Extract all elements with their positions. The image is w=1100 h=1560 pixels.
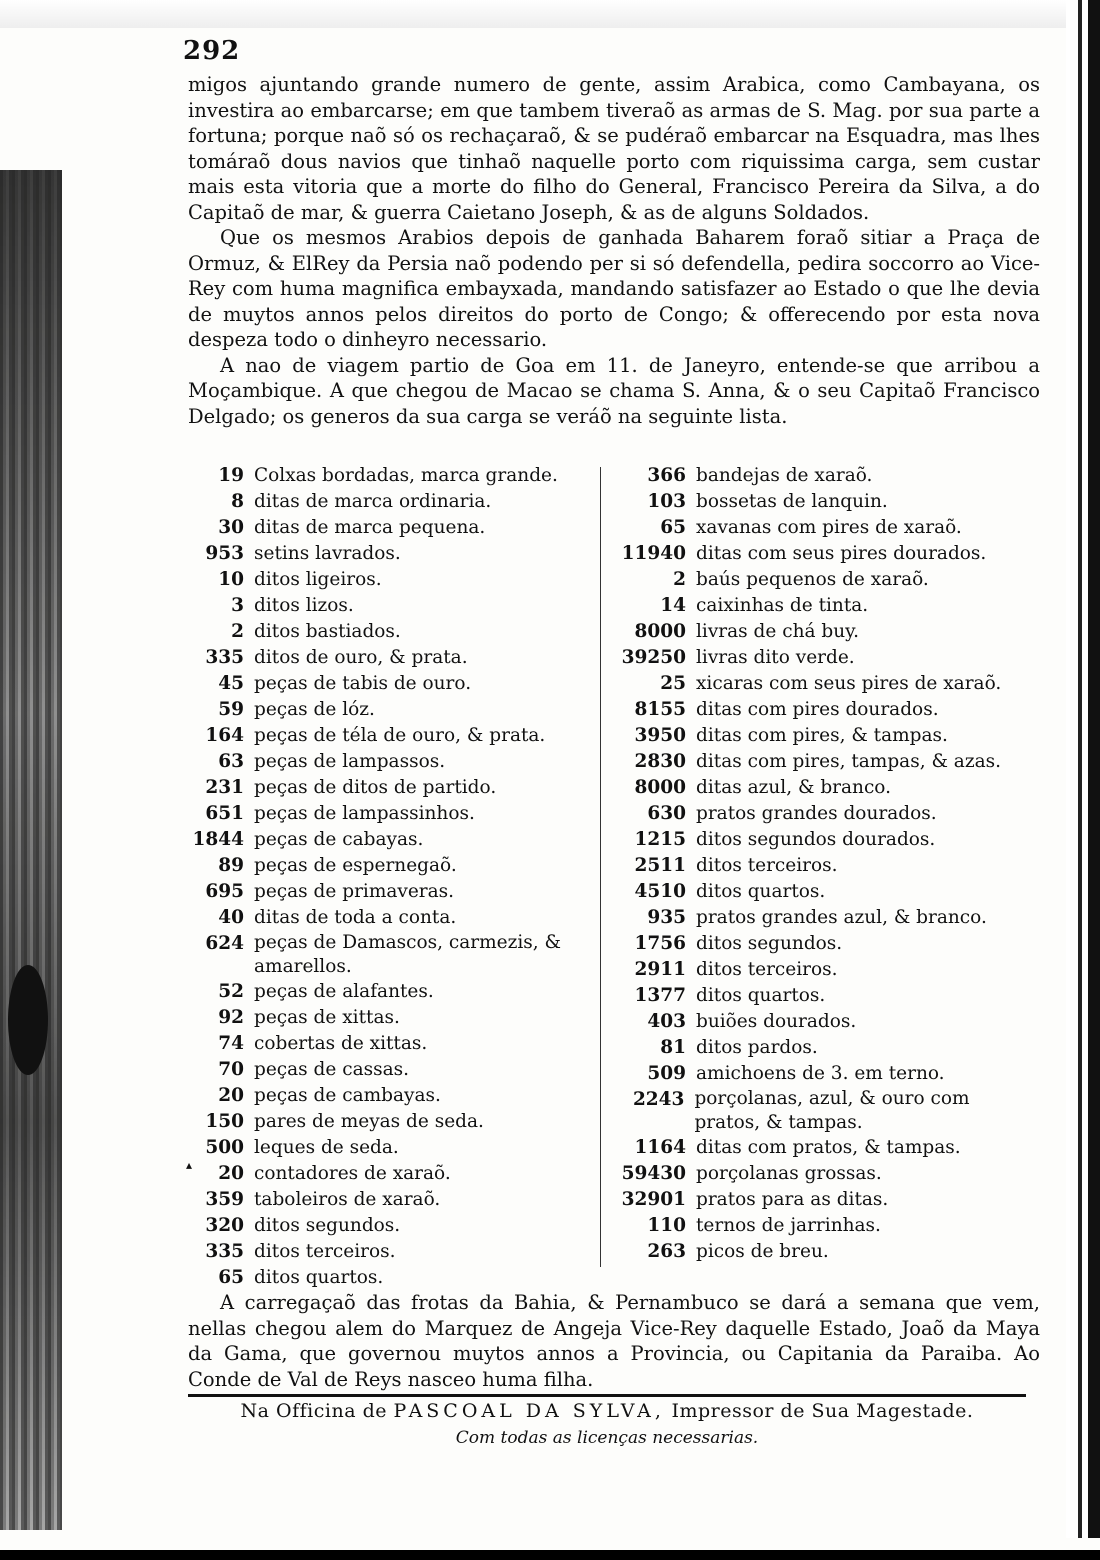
- item-quantity: 1164: [634, 1137, 686, 1158]
- item-quantity: 935: [647, 907, 686, 928]
- item-description: bossetas de lanquin.: [696, 491, 888, 512]
- item-description: ditas azul, & branco.: [696, 777, 891, 798]
- paragraph-3: A nao de viagem partio de Goa em 11. de Janeyro, entende-se que arribou a Moçambique. A que chegou de Macao se chama S. Anna, & o seu Capitaõ Francisco Delgado; os generos da sua carga se veráõ na seguinte lista.: [188, 353, 1040, 428]
- item-description: pratos para as ditas.: [696, 1189, 889, 1210]
- item-quantity: 59430: [621, 1163, 686, 1184]
- item-description: contadores de xaraõ.: [254, 1163, 451, 1184]
- item-description: baús pequenos de xaraõ.: [696, 569, 929, 590]
- item-quantity: 953: [205, 543, 244, 564]
- item-description: peças de cambayas.: [254, 1085, 441, 1106]
- item-description: buiões dourados.: [696, 1011, 857, 1032]
- list-item: [188, 541, 598, 567]
- item-description: ditos quartos.: [696, 985, 826, 1006]
- imprint-suffix: Impressor de Sua Magestade.: [671, 1400, 974, 1422]
- item-quantity: 65: [218, 1267, 244, 1288]
- item-quantity: 74: [218, 1033, 244, 1054]
- scan-right-edge: [1066, 0, 1100, 1560]
- item-description: ditos quartos.: [696, 881, 826, 902]
- list-item: [608, 541, 1008, 567]
- item-description: ditas de marca ordinaria.: [254, 491, 492, 512]
- list-item: [188, 619, 598, 645]
- item-description: peças de téla de ouro, & prata.: [254, 725, 546, 746]
- item-quantity: 8000: [634, 621, 686, 642]
- item-description: ditas de toda a conta.: [254, 907, 457, 928]
- list-item: [188, 749, 598, 775]
- list-item: [608, 1213, 1008, 1239]
- item-description: leques de seda.: [254, 1137, 399, 1158]
- item-quantity: 366: [647, 465, 686, 486]
- item-description: ditos de ouro, & prata.: [254, 647, 468, 668]
- item-quantity: 92: [218, 1007, 244, 1028]
- list-item: [608, 619, 1008, 645]
- item-description: livras de chá buy.: [696, 621, 860, 642]
- cargo-list-right-column: [608, 463, 1008, 1265]
- item-quantity: 231: [205, 777, 244, 798]
- item-description: ditos terceiros.: [696, 959, 838, 980]
- item-quantity: 81: [660, 1037, 686, 1058]
- item-description: peças de Damascos, carmezis, & amarellos.: [254, 932, 562, 977]
- item-quantity: 335: [205, 647, 244, 668]
- cargo-list: [188, 463, 1002, 1288]
- closing-paragraph: [188, 1290, 1040, 1392]
- cargo-list-left-column: [188, 463, 598, 1291]
- item-quantity: 103: [647, 491, 686, 512]
- item-description: picos de breu.: [696, 1241, 829, 1262]
- item-description: ditos lizos.: [254, 595, 354, 616]
- item-quantity: 2: [231, 621, 244, 642]
- item-description: peças de espernegaõ.: [254, 855, 457, 876]
- list-item: [608, 879, 1008, 905]
- item-quantity: 70: [218, 1059, 244, 1080]
- list-item: [608, 775, 1008, 801]
- item-quantity: 2911: [634, 959, 686, 980]
- item-description: ditos terceiros.: [696, 855, 838, 876]
- list-item: [608, 723, 1008, 749]
- item-quantity: 2243: [632, 1089, 685, 1110]
- list-item: [608, 905, 1008, 931]
- item-quantity: 263: [647, 1241, 686, 1262]
- item-quantity: 110: [647, 1215, 686, 1236]
- item-description: pratos grandes dourados.: [696, 803, 937, 824]
- item-description: peças de ditos de partido.: [254, 777, 497, 798]
- list-item: [608, 931, 1008, 957]
- item-quantity: 45: [218, 673, 244, 694]
- item-quantity: 20: [218, 1085, 244, 1106]
- item-description: ditos ligeiros.: [254, 569, 382, 590]
- list-item: [608, 671, 1008, 697]
- list-item: [608, 749, 1008, 775]
- list-item: [188, 1083, 598, 1109]
- list-item: [188, 645, 598, 671]
- item-description: peças de primaveras.: [254, 881, 455, 902]
- list-item: [188, 697, 598, 723]
- item-quantity: 150: [205, 1111, 244, 1132]
- list-item: [188, 931, 598, 979]
- item-description: ditas com pires, tampas, & azas.: [696, 751, 1001, 772]
- item-quantity: 651: [205, 803, 244, 824]
- item-quantity: 8155: [634, 699, 686, 720]
- list-item: [188, 1109, 598, 1135]
- body-text: [188, 72, 1040, 429]
- item-quantity: 624: [205, 933, 244, 954]
- list-item: [188, 827, 598, 853]
- item-quantity: 320: [205, 1215, 244, 1236]
- item-description: ditos pardos.: [696, 1037, 818, 1058]
- item-quantity: 8000: [634, 777, 686, 798]
- item-description: peças de cassas.: [254, 1059, 410, 1080]
- list-item: [188, 801, 598, 827]
- item-quantity: 1844: [192, 829, 244, 850]
- item-quantity: 40: [218, 907, 244, 928]
- item-quantity: 1377: [634, 985, 686, 1006]
- item-quantity: 2511: [634, 855, 686, 876]
- item-description: peças de xittas.: [254, 1007, 400, 1028]
- item-description: ditos terceiros.: [254, 1241, 396, 1262]
- list-item: [188, 593, 598, 619]
- column-divider: [600, 467, 601, 1267]
- list-item: [608, 853, 1008, 879]
- item-quantity: 2830: [634, 751, 686, 772]
- item-description: porçolanas grossas.: [696, 1163, 882, 1184]
- item-description: ditos quartos.: [254, 1267, 384, 1288]
- item-description: bandejas de xaraõ.: [696, 465, 873, 486]
- item-quantity: 164: [205, 725, 244, 746]
- list-item: [608, 1035, 1008, 1061]
- list-item: [188, 853, 598, 879]
- item-description: ditos segundos.: [696, 933, 843, 954]
- item-description: ditas de marca pequena.: [254, 517, 486, 538]
- list-item: [608, 1239, 1008, 1265]
- list-item: [608, 645, 1008, 671]
- printer-name: PASCOAL DA SYLVA,: [393, 1400, 665, 1422]
- paragraph-1: migos ajuntando grande numero de gente, assim Arabica, como Cambayana, os investira ao embarcarse; em que tambem tiveraõ as armas de S. Mag. por sua parte a fortuna; porque naõ só os rechaçaraõ, & se pudéraõ embarcar na Esquadra, mas lhes tomáraõ dous navios que tinhaõ naquelle porto com riquissima carga, sem custar mais esta vitoria que a morte do filho do General, Francisco Pereira da Silva, a do Capitaõ de mar, & guerra Caietano Joseph, & as de alguns Soldados.: [188, 73, 1040, 224]
- item-description: peças de lampassinhos.: [254, 803, 475, 824]
- list-item: [608, 697, 1008, 723]
- item-description: cobertas de xittas.: [254, 1033, 428, 1054]
- list-item: [608, 463, 1008, 489]
- item-quantity: 25: [660, 673, 686, 694]
- list-item: [188, 979, 598, 1005]
- item-description: porçolanas, azul, & ouro com pratos, & tampas.: [694, 1088, 970, 1133]
- item-description: xavanas com pires de xaraõ.: [696, 517, 962, 538]
- item-description: ditos segundos.: [254, 1215, 401, 1236]
- item-quantity: 3950: [634, 725, 686, 746]
- item-quantity: 500: [205, 1137, 244, 1158]
- item-description: amichoens de 3. em terno.: [696, 1063, 945, 1084]
- page-number: 292: [183, 36, 241, 66]
- item-quantity: 19: [218, 465, 244, 486]
- scan-top-edge: [0, 0, 1100, 28]
- item-description: ditas com pratos, & tampas.: [696, 1137, 961, 1158]
- list-item: [188, 1265, 598, 1291]
- list-item: [608, 1161, 1008, 1187]
- item-description: ditas com pires, & tampas.: [696, 725, 948, 746]
- scan-ink-blot: [8, 965, 48, 1075]
- item-quantity: 335: [205, 1241, 244, 1262]
- list-item: [188, 1031, 598, 1057]
- item-quantity: 1756: [634, 933, 686, 954]
- list-item: [188, 1187, 598, 1213]
- list-item: [188, 671, 598, 697]
- item-quantity: 1215: [634, 829, 686, 850]
- item-description: peças de tabis de ouro.: [254, 673, 472, 694]
- license-line: Com todas as licenças necessarias.: [455, 1428, 759, 1448]
- list-item: [608, 567, 1008, 593]
- list-item: [188, 489, 598, 515]
- item-description: ditos bastiados.: [254, 621, 401, 642]
- scan-left-margin-shadow: [0, 170, 62, 1530]
- item-quantity: 403: [647, 1011, 686, 1032]
- list-item: [188, 567, 598, 593]
- list-item: [188, 1213, 598, 1239]
- item-description: caixinhas de tinta.: [696, 595, 869, 616]
- closing-text: A carregaçaõ das frotas da Bahia, & Pernambuco se dará a semana que vem, nellas chegou alem do Marquez de Angeja Vice-Rey daquelle Estado, Joaõ da Maya da Gama, que governou muytos annos a Provincia, ou Capitania da Paraiba. Ao Conde de Val de Reys nasceo huma filha.: [188, 1291, 1040, 1391]
- list-item: [188, 515, 598, 541]
- list-item: [188, 723, 598, 749]
- item-quantity: 509: [647, 1063, 686, 1084]
- list-item: [608, 801, 1008, 827]
- item-quantity: 32901: [621, 1189, 686, 1210]
- list-item: [188, 1135, 598, 1161]
- list-item: [608, 1087, 1008, 1135]
- item-description: peças de alafantes.: [254, 981, 434, 1002]
- item-description: peças de cabayas.: [254, 829, 424, 850]
- item-description: ditas com seus pires dourados.: [696, 543, 987, 564]
- list-item: [188, 775, 598, 801]
- item-quantity: 11940: [621, 543, 686, 564]
- item-quantity: 89: [218, 855, 244, 876]
- list-item: [608, 1187, 1008, 1213]
- scan-bottom-edge: [0, 1538, 1100, 1560]
- item-quantity: 630: [647, 803, 686, 824]
- list-item: [188, 879, 598, 905]
- list-item: [608, 593, 1008, 619]
- item-description: setins lavrados.: [254, 543, 401, 564]
- item-quantity: 14: [660, 595, 686, 616]
- item-quantity: 4510: [634, 881, 686, 902]
- margin-mark: ▴: [186, 1158, 193, 1172]
- item-description: pratos grandes azul, & branco.: [696, 907, 987, 928]
- list-item: [608, 983, 1008, 1009]
- list-item: [608, 957, 1008, 983]
- paragraph-2: Que os mesmos Arabios depois de ganhada Baharem foraõ sitiar a Praça de Ormuz, & ElRey da Persia naõ podendo per si só defendella, pedira soccorro ao Vice-Rey com huma magnifica embayxada, mandando satisfazer ao Estado o que lhe devia de muytos annos pelos direitos do porto de Congo; & offerecendo por esta nova despeza todo o dinheyro necessario.: [188, 226, 1040, 351]
- imprint-rule: [188, 1394, 1026, 1397]
- list-item: [608, 1135, 1008, 1161]
- item-description: peças de lóz.: [254, 699, 375, 720]
- item-quantity: 3: [231, 595, 244, 616]
- item-description: ditos segundos dourados.: [696, 829, 936, 850]
- item-quantity: 65: [660, 517, 686, 538]
- list-item: [608, 1061, 1008, 1087]
- item-quantity: 695: [205, 881, 244, 902]
- item-description: pares de meyas de seda.: [254, 1111, 484, 1132]
- item-description: Colxas bordadas, marca grande.: [254, 465, 558, 486]
- item-description: ditas com pires dourados.: [696, 699, 939, 720]
- list-item: [188, 463, 598, 489]
- item-quantity: 10: [218, 569, 244, 590]
- item-description: ternos de jarrinhas.: [696, 1215, 881, 1236]
- item-quantity: 2: [673, 569, 686, 590]
- item-description: livras dito verde.: [696, 647, 855, 668]
- item-quantity: 52: [218, 981, 244, 1002]
- list-item: [188, 1005, 598, 1031]
- list-item: [608, 489, 1008, 515]
- item-quantity: 359: [205, 1189, 244, 1210]
- item-description: peças de lampassos.: [254, 751, 446, 772]
- list-item: [188, 905, 598, 931]
- list-item: [188, 1161, 598, 1187]
- item-quantity: 39250: [621, 647, 686, 668]
- item-description: xicaras com seus pires de xaraõ.: [696, 673, 1002, 694]
- item-quantity: 8: [231, 491, 244, 512]
- list-item: [188, 1239, 598, 1265]
- imprint-prefix: Na Officina de: [240, 1400, 387, 1422]
- list-item: [608, 827, 1008, 853]
- item-quantity: 20: [218, 1163, 244, 1184]
- item-quantity: 30: [218, 517, 244, 538]
- list-item: [608, 515, 1008, 541]
- imprint-line: [188, 1400, 1026, 1422]
- item-quantity: 59: [218, 699, 244, 720]
- item-description: taboleiros de xaraõ.: [254, 1189, 441, 1210]
- list-item: [608, 1009, 1008, 1035]
- item-quantity: 63: [218, 751, 244, 772]
- list-item: [188, 1057, 598, 1083]
